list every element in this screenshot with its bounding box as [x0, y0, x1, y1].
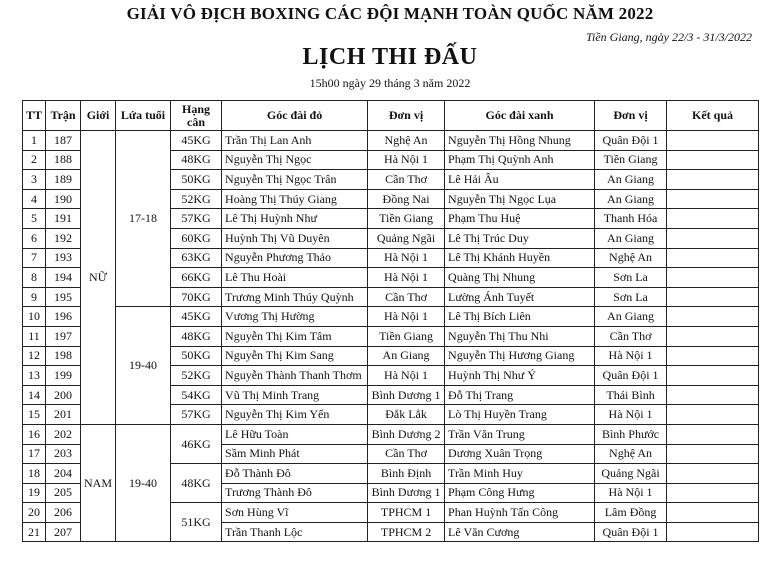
col-header-goc-xanh: Góc đài xanh: [445, 101, 595, 131]
cell-red-corner: Lê Hữu Toàn: [222, 424, 368, 444]
cell-red-corner: Nguyễn Thị Kim Tâm: [222, 326, 368, 346]
cell-red-corner: Lê Thị Huỳnh Như: [222, 209, 368, 229]
schedule-table: [22, 100, 759, 542]
cell-tt: 10: [23, 307, 46, 327]
col-header-tt: TT: [23, 101, 46, 131]
cell-weight: 66KG: [171, 268, 222, 288]
cell-red-unit: Hà Nội 1: [368, 307, 445, 327]
cell-blue-unit: Tiền Giang: [595, 150, 667, 170]
cell-tt: 6: [23, 228, 46, 248]
col-header-ket-qua: Kết quả: [667, 101, 759, 131]
cell-weight: 52KG: [171, 189, 222, 209]
col-header-don-vi-do: Đơn vị: [368, 101, 445, 131]
cell-result: [667, 405, 759, 425]
cell-red-corner: Nguyễn Thị Kim Sang: [222, 346, 368, 366]
cell-tt: 13: [23, 366, 46, 386]
gender-male: NAM: [81, 424, 116, 542]
cell-red-corner: Nguyễn Thị Ngọc Trân: [222, 170, 368, 190]
cell-red-unit: An Giang: [368, 346, 445, 366]
cell-red-unit: Cần Thơ: [368, 170, 445, 190]
age-group-17-18: 17-18: [116, 131, 171, 307]
cell-result: [667, 189, 759, 209]
cell-tran: 203: [46, 444, 81, 464]
session-time: 15h00 ngày 29 tháng 3 năm 2022: [309, 76, 471, 90]
cell-blue-unit: Lâm Đồng: [595, 503, 667, 523]
cell-tran: 192: [46, 228, 81, 248]
cell-blue-corner: Lê Thị Bích Liên: [445, 307, 595, 327]
cell-blue-corner: Dương Xuân Trọng: [445, 444, 595, 464]
cell-tt: 17: [23, 444, 46, 464]
cell-red-corner: Trần Thị Lan Anh: [222, 131, 368, 151]
cell-result: [667, 385, 759, 405]
cell-weight: 45KG: [171, 307, 222, 327]
cell-red-corner: Hoàng Thị Thúy Giang: [222, 189, 368, 209]
cell-blue-unit: Sơn La: [595, 268, 667, 288]
cell-result: [667, 346, 759, 366]
age-group-19-40-female: 19-40: [116, 307, 171, 425]
cell-tt: 11: [23, 326, 46, 346]
table-row: [23, 131, 759, 151]
col-header-gioi: Giới: [81, 101, 116, 131]
cell-tran: 198: [46, 346, 81, 366]
cell-tt: 3: [23, 170, 46, 190]
cell-weight: 52KG: [171, 366, 222, 386]
cell-red-unit: Bình Dương 2: [368, 424, 445, 444]
cell-weight: 60KG: [171, 228, 222, 248]
cell-blue-corner: Nguyễn Thị Thu Nhi: [445, 326, 595, 346]
cell-red-corner: Trần Thanh Lộc: [222, 522, 368, 542]
cell-blue-unit: Thái Bình: [595, 385, 667, 405]
cell-red-corner: Nguyễn Phương Thảo: [222, 248, 368, 268]
cell-blue-corner: Trần Văn Trung: [445, 424, 595, 444]
cell-red-unit: TPHCM 1: [368, 503, 445, 523]
cell-tt: 20: [23, 503, 46, 523]
cell-weight: 54KG: [171, 385, 222, 405]
cell-tran: 199: [46, 366, 81, 386]
cell-tran: 201: [46, 405, 81, 425]
cell-blue-unit: Nghệ An: [595, 444, 667, 464]
cell-result: [667, 170, 759, 190]
cell-blue-corner: Lê Hải Âu: [445, 170, 595, 190]
age-group-19-40-male: 19-40: [116, 424, 171, 542]
cell-result: [667, 268, 759, 288]
cell-red-corner: Nguyễn Thị Kim Yến: [222, 405, 368, 425]
cell-tt: 4: [23, 189, 46, 209]
cell-blue-unit: Bình Phước: [595, 424, 667, 444]
cell-red-corner: Sầm Minh Phát: [222, 444, 368, 464]
cell-red-unit: Đồng Nai: [368, 189, 445, 209]
cell-tt: 7: [23, 248, 46, 268]
cell-tt: 1: [23, 131, 46, 151]
cell-tran: 189: [46, 170, 81, 190]
schedule-heading: LỊCH THI ĐẤU: [302, 44, 478, 70]
table-row: [23, 307, 759, 327]
cell-tt: 5: [23, 209, 46, 229]
cell-tt: 12: [23, 346, 46, 366]
cell-tran: 196: [46, 307, 81, 327]
cell-red-unit: TPHCM 2: [368, 522, 445, 542]
cell-tran: 202: [46, 424, 81, 444]
cell-blue-corner: Trần Minh Huy: [445, 464, 595, 484]
cell-tran: 204: [46, 464, 81, 484]
cell-tran: 197: [46, 326, 81, 346]
cell-blue-corner: Phạm Thị Quỳnh Anh: [445, 150, 595, 170]
cell-blue-corner: Lê Văn Cương: [445, 522, 595, 542]
col-header-don-vi-xanh: Đơn vị: [595, 101, 667, 131]
cell-blue-corner: Nguyễn Thị Hương Giang: [445, 346, 595, 366]
cell-blue-corner: Quàng Thị Nhung: [445, 268, 595, 288]
weight-46kg: 46KG: [171, 424, 222, 463]
cell-tran: 188: [46, 150, 81, 170]
cell-result: [667, 326, 759, 346]
cell-red-unit: Hà Nội 1: [368, 248, 445, 268]
cell-tt: 16: [23, 424, 46, 444]
cell-tran: 193: [46, 248, 81, 268]
cell-weight: 63KG: [171, 248, 222, 268]
cell-result: [667, 150, 759, 170]
cell-tran: 206: [46, 503, 81, 523]
cell-tran: 187: [46, 131, 81, 151]
cell-tt: 9: [23, 287, 46, 307]
cell-blue-corner: Nguyễn Thị Hồng Nhung: [445, 131, 595, 151]
cell-blue-unit: An Giang: [595, 189, 667, 209]
col-header-tran: Trận: [46, 101, 81, 131]
cell-result: [667, 131, 759, 151]
cell-result: [667, 522, 759, 542]
cell-red-corner: Huỳnh Thị Vũ Duyên: [222, 228, 368, 248]
cell-tt: 18: [23, 464, 46, 484]
cell-weight: 70KG: [171, 287, 222, 307]
cell-tran: 207: [46, 522, 81, 542]
cell-blue-unit: Nghệ An: [595, 248, 667, 268]
cell-weight: 48KG: [171, 326, 222, 346]
cell-red-corner: Nguyễn Thị Ngọc: [222, 150, 368, 170]
venue-date: Tiền Giang, ngày 22/3 - 31/3/2022: [586, 30, 752, 44]
cell-result: [667, 503, 759, 523]
cell-red-corner: Trương Minh Thúy Quỳnh: [222, 287, 368, 307]
cell-red-unit: Đắk Lắk: [368, 405, 445, 425]
cell-tt: 21: [23, 522, 46, 542]
cell-red-corner: Lê Thu Hoài: [222, 268, 368, 288]
cell-red-unit: Nghệ An: [368, 131, 445, 151]
cell-result: [667, 444, 759, 464]
cell-result: [667, 464, 759, 484]
weight-51kg: 51KG: [171, 503, 222, 542]
cell-result: [667, 483, 759, 503]
weight-48kg: 48KG: [171, 464, 222, 503]
cell-result: [667, 424, 759, 444]
cell-tran: 205: [46, 483, 81, 503]
cell-red-corner: Sơn Hùng Vĩ: [222, 503, 368, 523]
cell-red-unit: Hà Nội 1: [368, 150, 445, 170]
cell-blue-unit: Hà Nội 1: [595, 483, 667, 503]
cell-blue-corner: Nguyễn Thị Ngọc Lụa: [445, 189, 595, 209]
cell-red-unit: Tiền Giang: [368, 326, 445, 346]
cell-blue-unit: Hà Nội 1: [595, 405, 667, 425]
cell-tt: 14: [23, 385, 46, 405]
cell-red-unit: Bình Dương 1: [368, 385, 445, 405]
cell-red-corner: Trương Thành Đô: [222, 483, 368, 503]
cell-weight: 57KG: [171, 405, 222, 425]
cell-red-corner: Vương Thị Hường: [222, 307, 368, 327]
col-header-hang-can: Hạng cân: [171, 101, 222, 131]
cell-blue-unit: Sơn La: [595, 287, 667, 307]
cell-result: [667, 228, 759, 248]
cell-tt: 8: [23, 268, 46, 288]
col-header-lua-tuoi: Lứa tuổi: [116, 101, 171, 131]
cell-tran: 190: [46, 189, 81, 209]
cell-weight: 45KG: [171, 131, 222, 151]
cell-blue-unit: Quân Đội 1: [595, 522, 667, 542]
cell-blue-unit: Hà Nội 1: [595, 346, 667, 366]
cell-blue-corner: Lê Thị Khánh Huyền: [445, 248, 595, 268]
cell-blue-corner: Huỳnh Thị Như Ý: [445, 366, 595, 386]
cell-red-corner: Đỗ Thành Đô: [222, 464, 368, 484]
col-header-goc-do: Góc đài đỏ: [222, 101, 368, 131]
cell-blue-corner: Đỗ Thị Trang: [445, 385, 595, 405]
cell-red-unit: Quảng Ngãi: [368, 228, 445, 248]
cell-tran: 195: [46, 287, 81, 307]
cell-red-unit: Bình Định: [368, 464, 445, 484]
cell-blue-unit: Quân Đội 1: [595, 131, 667, 151]
table-row: [23, 424, 759, 444]
cell-blue-corner: Phạm Công Hưng: [445, 483, 595, 503]
cell-blue-unit: Cần Thơ: [595, 326, 667, 346]
cell-red-unit: Cần Thơ: [368, 287, 445, 307]
cell-red-unit: Bình Dương 1: [368, 483, 445, 503]
cell-weight: 48KG: [171, 150, 222, 170]
cell-blue-unit: Thanh Hóa: [595, 209, 667, 229]
cell-blue-corner: Lò Thị Huyền Trang: [445, 405, 595, 425]
cell-tran: 200: [46, 385, 81, 405]
cell-result: [667, 366, 759, 386]
cell-weight: 50KG: [171, 346, 222, 366]
cell-tran: 191: [46, 209, 81, 229]
cell-tt: 2: [23, 150, 46, 170]
cell-blue-unit: An Giang: [595, 170, 667, 190]
cell-blue-unit: An Giang: [595, 228, 667, 248]
cell-blue-corner: Phạm Thu Huệ: [445, 209, 595, 229]
cell-tt: 19: [23, 483, 46, 503]
cell-blue-unit: Quân Đội 1: [595, 366, 667, 386]
cell-red-unit: Tiền Giang: [368, 209, 445, 229]
cell-weight: 50KG: [171, 170, 222, 190]
cell-result: [667, 248, 759, 268]
cell-red-corner: Vũ Thị Minh Trang: [222, 385, 368, 405]
cell-red-corner: Nguyễn Thành Thanh Thơm: [222, 366, 368, 386]
cell-tt: 15: [23, 405, 46, 425]
cell-weight: 57KG: [171, 209, 222, 229]
cell-red-unit: Hà Nội 1: [368, 268, 445, 288]
gender-female: NỮ: [81, 131, 116, 425]
cell-result: [667, 209, 759, 229]
cell-red-unit: Cần Thơ: [368, 444, 445, 464]
cell-blue-unit: An Giang: [595, 307, 667, 327]
cell-result: [667, 287, 759, 307]
table-header-row: [23, 101, 759, 131]
cell-result: [667, 307, 759, 327]
cell-red-unit: Hà Nội 1: [368, 366, 445, 386]
cell-tran: 194: [46, 268, 81, 288]
cell-blue-corner: Lê Thị Trúc Duy: [445, 228, 595, 248]
cell-blue-unit: Quảng Ngãi: [595, 464, 667, 484]
tournament-title: GIẢI VÔ ĐỊCH BOXING CÁC ĐỘI MẠNH TOÀN QUỐC NĂM 2022: [126, 4, 654, 23]
cell-blue-corner: Phan Huỳnh Tấn Công: [445, 503, 595, 523]
cell-blue-corner: Lường Ánh Tuyết: [445, 287, 595, 307]
